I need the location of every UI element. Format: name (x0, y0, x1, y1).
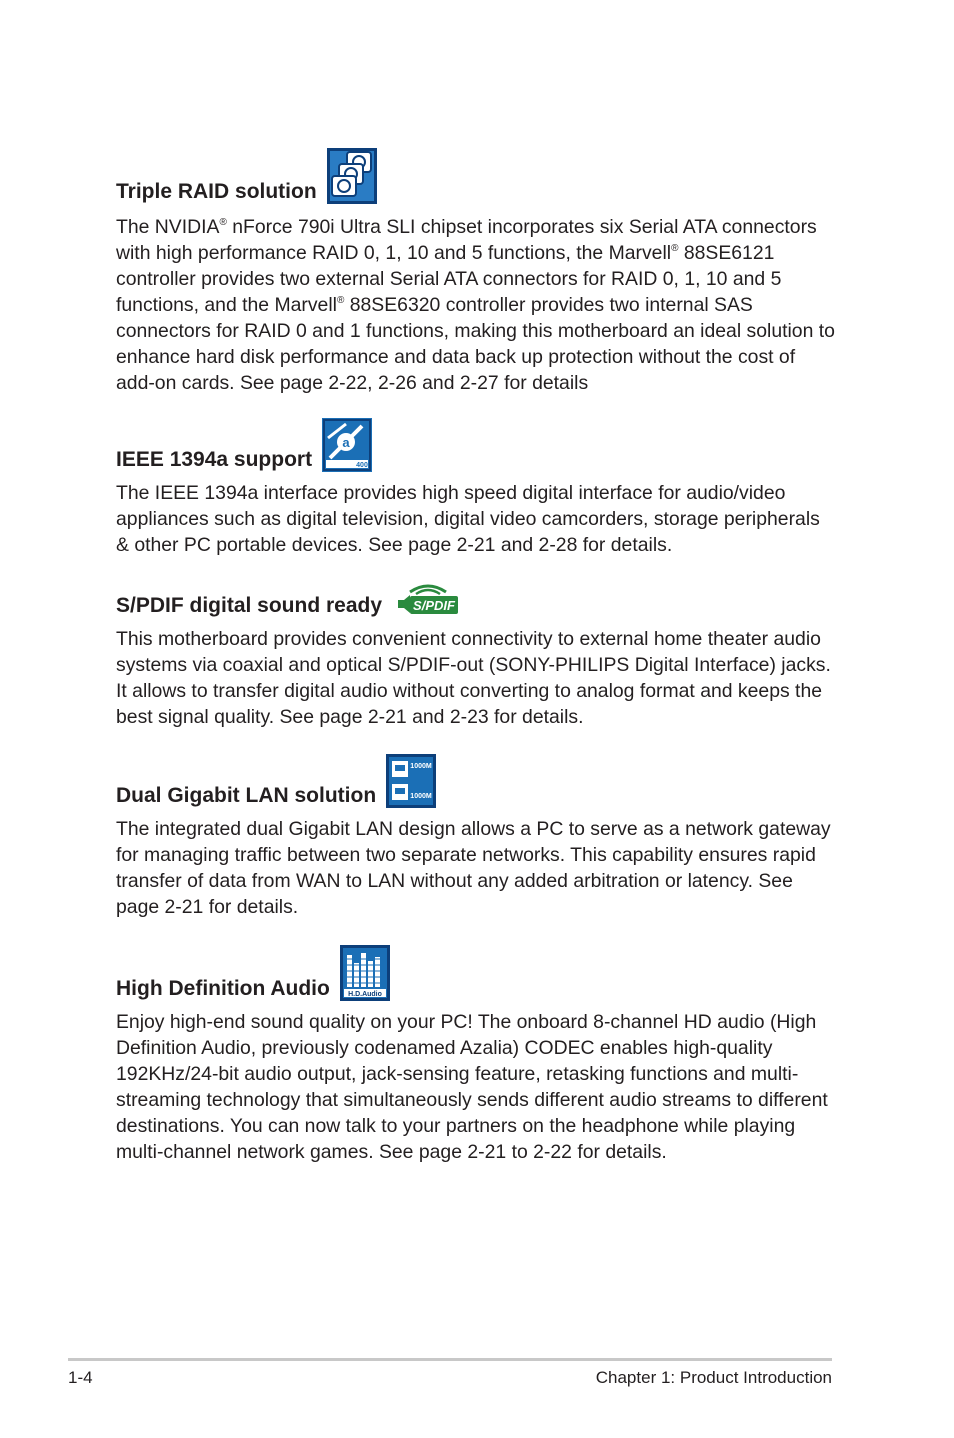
section-body: Enjoy high-end sound quality on your PC! The onboard 8-channel HD audio (High Definition Audio, previously codenamed Azalia) CODEC enables high-quality 192KHz/24-bit audio output, jack-sensing feature, retasking functions and multi-streaming technology that simultaneously sends different audio streams to different destinations. You can now talk to your partners on the headphone while playing multi-channel network games. See page 2-21 to 2-22 for details. (116, 1011, 828, 1163)
raid-disks-icon (327, 148, 377, 204)
section-heading (116, 148, 836, 204)
svg-text:S/PDIF: S/PDIF (413, 598, 455, 613)
section-dual-lan (116, 754, 836, 920)
section-body: This motherboard provides convenient connectivity to external home theater audio systems via coaxial and optical S/PDIF-out (SONY-PHILIPS Digital Interface) jacks. It allows to transfer digital audio without converting to analog format and keeps the best signal quality. See page 2-21 and 2-23 for details. (116, 628, 831, 728)
hd-audio-icon (340, 945, 390, 1001)
page-number: 1-4 (68, 1368, 93, 1387)
svg-text:1000M: 1000M (410, 763, 432, 770)
section-title: High Definition Audio (116, 977, 330, 1000)
section-heading (116, 418, 836, 472)
section-ieee1394a (116, 418, 836, 558)
section-hd-audio (116, 945, 836, 1165)
section-heading (116, 754, 836, 808)
section-body: The integrated dual Gigabit LAN design allows a PC to serve as a network gateway for managing traffic between two separate networks. This capability ensures rapid transfer of data from WAN to LAN without any added arbitration or latency. See page 2-21 for details. (116, 818, 831, 918)
spdif-icon (396, 582, 460, 618)
section-heading (116, 582, 836, 618)
chapter-title: Chapter 1: Product Introduction (595, 1368, 832, 1387)
section-body: The IEEE 1394a interface provides high speed digital interface for audio/video appliances such as digital television, digital video camcorders, storage peripherals & other PC portable devices. See page 2-21 and 2-28 for details. (116, 482, 820, 556)
ieee1394-icon (322, 418, 372, 472)
section-title: S/PDIF digital sound ready (116, 594, 383, 617)
svg-text:1000M: 1000M (410, 793, 432, 800)
section-triple-raid (116, 148, 836, 396)
dual-lan-icon (386, 754, 436, 808)
footer-divider (68, 1358, 832, 1361)
section-heading (116, 945, 836, 1001)
section-title: IEEE 1394a support (116, 448, 313, 471)
section-title: Triple RAID solution (116, 180, 317, 203)
section-spdif (116, 582, 836, 730)
svg-text:a: a (342, 435, 350, 450)
svg-text:H.D.Audio: H.D.Audio (347, 991, 382, 998)
svg-text:400: 400 (356, 462, 368, 469)
section-body: The NVIDIA® nForce 790i Ultra SLI chipset incorporates six Serial ATA connectors with high performance RAID 0, 1, 10 and 5 functions, the Marvell® 88SE6121 controller provides two external Serial ATA connectors for RAID 0, 1, 10 and 5 functions, and the Marvell® 88SE6320 controller provides two internal SAS connectors for RAID 0 and 1 functions, making this motherboard an ideal solution to enhance hard disk performance and data back up protection without the cost of add-on cards. See page 2-22, 2-26 and 2-27 for details (116, 216, 835, 394)
section-title: Dual Gigabit LAN solution (116, 784, 377, 807)
